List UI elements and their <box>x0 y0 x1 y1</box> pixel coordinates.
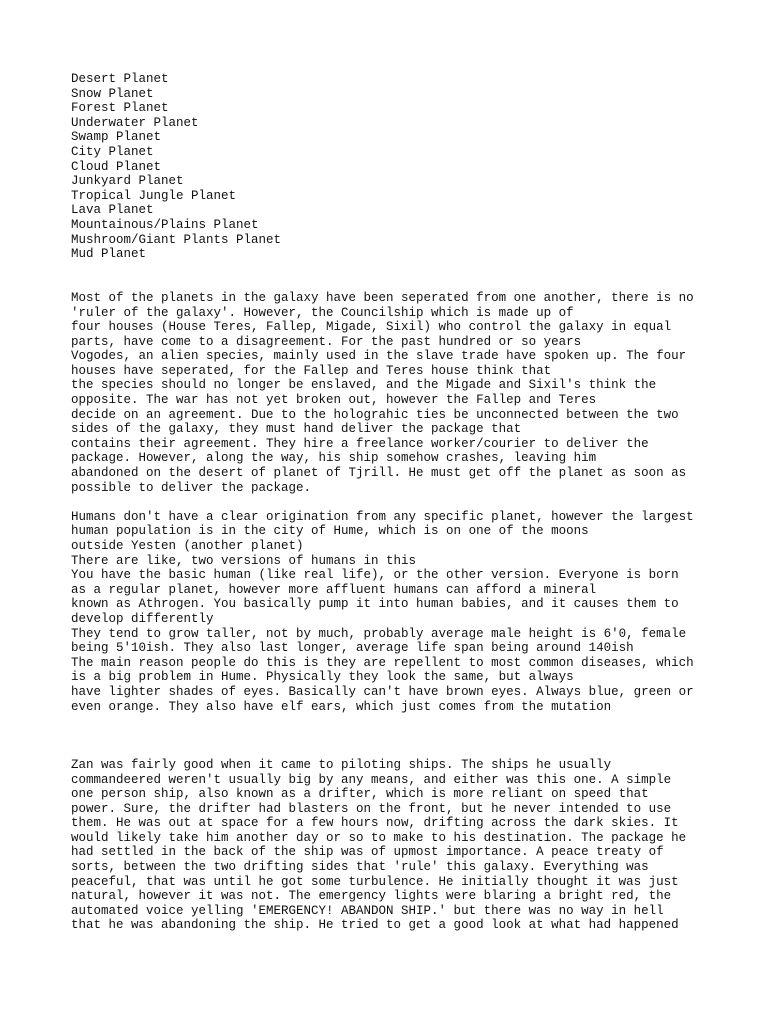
paragraph-line: one person ship, also known as a drifter, which is more reliant on speed that <box>71 787 649 802</box>
paragraph-line: Most of the planets in the galaxy have been seperated from one another, there is no <box>71 290 694 305</box>
paragraph-line: known as Athrogen. You basically pump it into human babies, and it causes them to <box>71 597 679 612</box>
paragraph-line: outside Yesten (another planet) <box>71 539 304 553</box>
paragraph-line: being 5'10ish. They also last longer, average life span being around 140ish <box>71 641 634 656</box>
paragraph-line: The main reason people do this is they are repellent to most common diseases, which <box>71 655 694 670</box>
paragraph-line: them. He was out at space for a few hours now, drifting across the dark skies. It <box>71 816 679 831</box>
planet-list-item: Lava Planet <box>71 203 154 218</box>
spacer <box>71 262 711 291</box>
paragraph-line: package. However, along the way, his ship somehow crashes, leaving him <box>71 451 597 466</box>
paragraph-line: develop differently <box>71 611 214 626</box>
planet-list-item: Mountainous/Plains Planet <box>71 217 259 232</box>
paragraph-line: that he was abandoning the ship. He tried to get a good look at what had happened <box>71 918 679 933</box>
paragraph-line: possible to deliver the package. <box>71 480 312 495</box>
planet-list-item: Mushroom/Giant Plants Planet <box>71 232 282 247</box>
paragraph-line: Vogodes, an alien species, mainly used in the slave trade have spoken up. The four <box>71 349 687 364</box>
planet-list <box>71 72 711 262</box>
planet-list-item: Tropical Jungle Planet <box>71 188 237 203</box>
spacer <box>71 714 711 758</box>
paragraph-line: decide on an agreement. Due to the holograhic ties be unconnected between the two <box>71 407 679 422</box>
planet-list-item: City Planet <box>71 144 154 159</box>
paragraph-line: power. Sure, the drifter had blasters on the front, but he never intended to use <box>71 801 672 816</box>
paragraph-line: as a regular planet, however more affluent humans can afford a mineral <box>71 582 597 597</box>
paragraph-line: abandoned on the desert of planet of Tjrill. He must get off the planet as soon as <box>71 466 687 481</box>
humans-paragraph <box>71 510 711 714</box>
paragraph-line: have lighter shades of eyes. Basically can't have brown eyes. Always blue, green or <box>71 684 694 699</box>
paragraph-line: opposite. The war has not yet broken out, however the Fallep and Teres <box>71 393 597 408</box>
paragraph-line: would likely take him another day or so to make to his destination. The package he <box>71 830 687 845</box>
paragraph-line: They tend to grow taller, not by much, probably average male height is 6'0, female <box>71 626 687 641</box>
paragraph-line: natural, however it was not. The emergency lights were blaring a bright red, the <box>71 889 672 904</box>
planet-list-item: Cloud Planet <box>71 159 162 174</box>
paragraph-line: commandeered weren't usually big by any means, and either was this one. A simple <box>71 772 672 787</box>
spacer <box>71 495 711 510</box>
paragraph-line: had settled in the back of the ship was of upmost importance. A peace treaty of <box>71 845 664 860</box>
paragraph-line: houses have seperated, for the Fallep and Teres house think that <box>71 363 552 378</box>
paragraph-line: contains their agreement. They hire a freelance worker/courier to deliver the <box>71 436 649 451</box>
paragraph-line: sorts, between the two drifting sides that 'rule' this galaxy. Everything was <box>71 860 649 875</box>
paragraph-line: the species should no longer be enslaved, and the Migade and Sixil's think the <box>71 378 657 393</box>
story-paragraph <box>71 758 711 933</box>
paragraph-line: Humans don't have a clear origination from any specific planet, however the largest <box>71 509 694 524</box>
planet-list-item: Forest Planet <box>71 101 169 116</box>
paragraph-line: There are like, two versions of humans in this <box>71 553 417 568</box>
paragraph-line: even orange. They also have elf ears, which just comes from the mutation <box>71 699 612 714</box>
galaxy-paragraph <box>71 291 711 495</box>
planet-list-item: Mud Planet <box>71 247 147 262</box>
paragraph-line: peaceful, that was until he got some turbulence. He initially thought it was just <box>71 874 679 889</box>
paragraph-line: You have the basic human (like real life), or the other version. Everyone is born <box>71 568 679 583</box>
paragraph-line: 'ruler of the galaxy'. However, the Councilship which is made up of <box>71 305 574 320</box>
paragraph-line: human population is in the city of Hume, which is on one of the moons <box>71 524 589 539</box>
planet-list-item: Desert Planet <box>71 72 169 86</box>
planet-list-item: Snow Planet <box>71 86 154 101</box>
paragraph-line: parts, have come to a disagreement. For the past hundred or so years <box>71 334 582 349</box>
paragraph-line: four houses (House Teres, Fallep, Migade, Sixil) who control the galaxy in equal <box>71 320 672 335</box>
paragraph-line: Zan was fairly good when it came to piloting ships. The ships he usually <box>71 757 612 772</box>
paragraph-line: sides of the galaxy, they must hand deliver the package that <box>71 422 522 437</box>
document-page <box>71 72 711 933</box>
paragraph-line: automated voice yelling 'EMERGENCY! ABANDON SHIP.' but there was no way in hell <box>71 903 664 918</box>
planet-list-item: Swamp Planet <box>71 130 162 145</box>
planet-list-item: Underwater Planet <box>71 115 199 130</box>
planet-list-item: Junkyard Planet <box>71 174 184 189</box>
paragraph-line: is a big problem in Hume. Physically they look the same, but always <box>71 670 574 685</box>
